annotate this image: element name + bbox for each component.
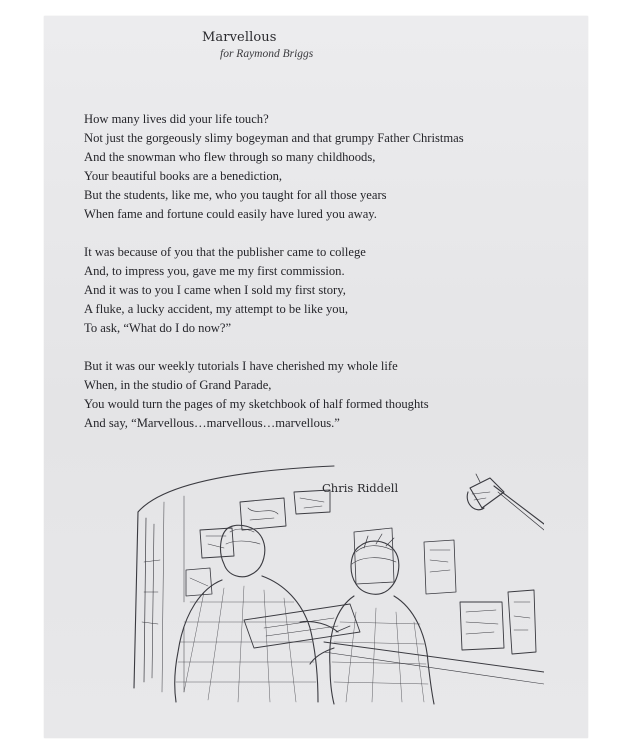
poem-line: When, in the studio of Grand Parade, (84, 378, 272, 392)
desk-lamp (467, 474, 544, 530)
poem-line: And the snowman who flew through so many childhoods, (84, 150, 376, 164)
poem-line: Not just the gorgeously slimy bogeyman and that grumpy Father Christmas (84, 131, 464, 145)
stanza-3 (84, 357, 584, 433)
poem-line: But it was our weekly tutorials I have cherished my whole life (84, 359, 398, 373)
poem-dedication: for Raymond Briggs (220, 48, 314, 60)
poem-line: You would turn the pages of my sketchbook of half formed thoughts (84, 397, 429, 411)
poem-line: A fluke, a lucky accident, my attempt to be like you, (84, 302, 349, 316)
poem-line: How many lives did your life touch? (84, 112, 269, 126)
poem-title: Marvellous (202, 30, 277, 45)
stanza-1 (84, 110, 584, 224)
figure-tutor (175, 525, 350, 702)
studio-wall (134, 466, 456, 692)
poem-line: And it was to you I came when I sold my first story, (84, 283, 346, 297)
title-block (202, 30, 313, 60)
desk-items (244, 590, 544, 684)
illustrator-signature: Chris Riddell (322, 481, 399, 495)
poem-line: And say, “Marvellous…marvellous…marvellous.” (84, 416, 340, 430)
poem-page (44, 16, 588, 738)
poem-line: And, to impress you, gave me my first commission. (84, 264, 345, 278)
poem-line: But the students, like me, who you taught for all those years (84, 188, 387, 202)
poem-body (84, 110, 584, 452)
poem-line: Your beautiful books are a benediction, (84, 169, 283, 183)
stanza-2 (84, 243, 584, 338)
poem-line: To ask, “What do I do now?” (84, 321, 232, 335)
poem-line: It was because of you that the publisher came to college (84, 245, 366, 259)
poem-line: When fame and fortune could easily have lured you away. (84, 207, 377, 221)
